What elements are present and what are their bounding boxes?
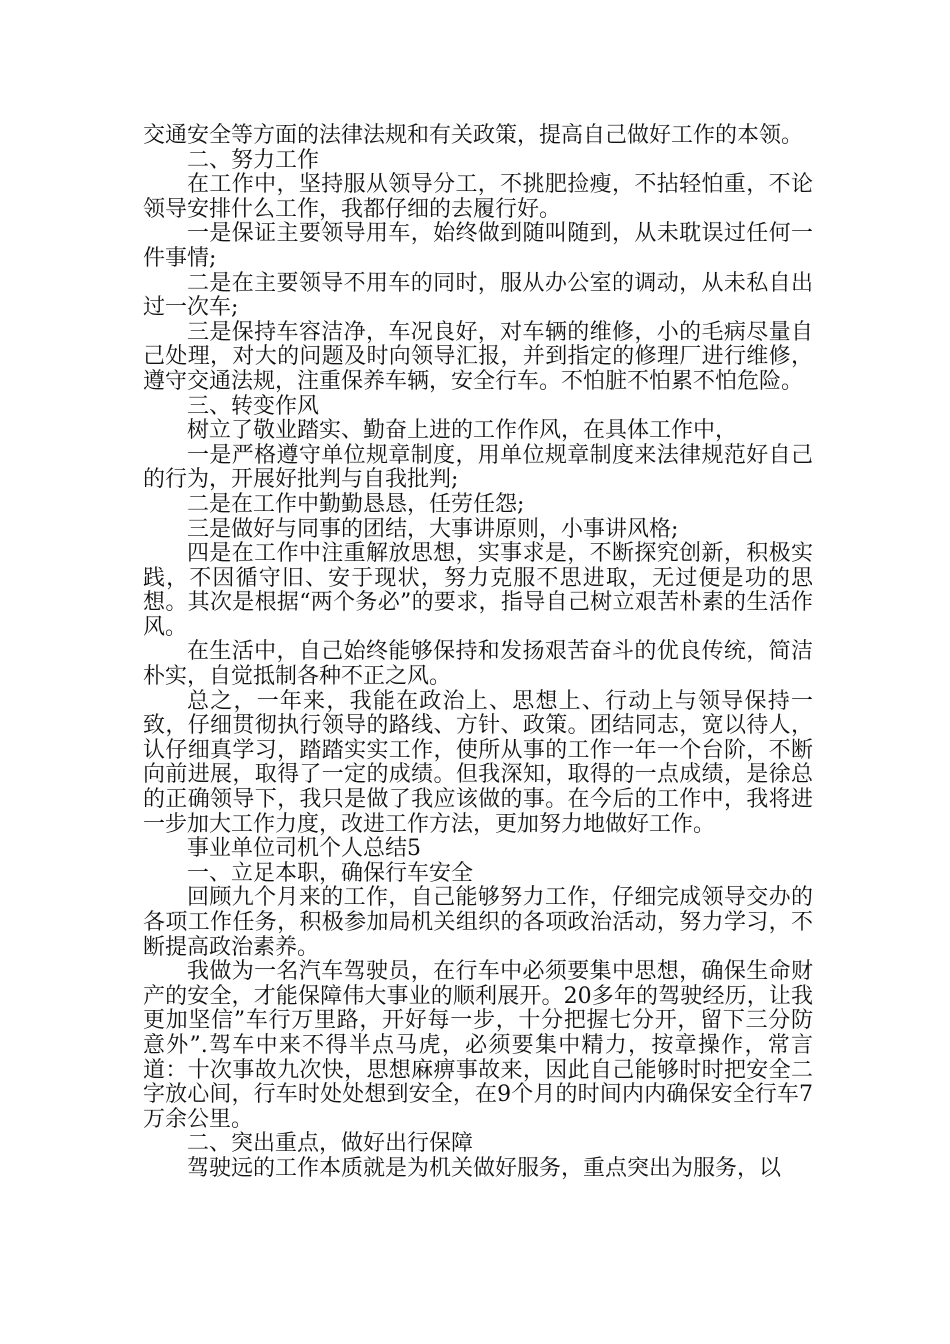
document-body bbox=[143, 124, 813, 1182]
paragraph: 三是保持车容洁净，车况良好，对车辆的维修，小的毛病尽量自己处理，对大的问题及时向领导汇报，并到指定的修理厂进行维修，遵守交通法规，注重保养车辆，安全行车。不怕脏不怕累不怕危险。 bbox=[143, 319, 813, 394]
paragraph: 二是在工作中勤勤恳恳，任劳任怨; bbox=[187, 491, 525, 517]
paragraph: 交通安全等方面的法律法规和有关政策，提高自己做好工作的本领。 bbox=[143, 123, 804, 148]
paragraph: 四是在工作中注重解放思想，实事求是，不断探究创新，积极实践，不因循守旧、安于现状，努力克服不思进取，无过便是功的思想。其次是根据“两个务必”的要求，指导自己树立艰苦朴素的生活作风。 bbox=[143, 541, 813, 640]
section-heading: 二、突出重点，做好出行保障 bbox=[187, 1131, 474, 1157]
paragraph: 驾驶远的工作本质就是为机关做好服务，重点突出为服务，以 bbox=[187, 1155, 782, 1181]
section-heading: 三、转变作风 bbox=[187, 393, 320, 419]
paragraph: 树立了敬业踏实、勤奋上进的工作作风，在具体工作中， bbox=[187, 418, 738, 444]
paragraph: 二是在主要领导不用车的同时，服从办公室的调动，从未私自出过一次车; bbox=[143, 270, 813, 321]
paragraph: 总之，一年来，我能在政治上、思想上、行动上与领导保持一致，仔细贯彻执行领导的路线、方针、政策。团结同志，宽以待人，认仔细真学习，踏踏实实工作，使所从事的工作一年一个台阶，不断向前进展，取得了一定的成绩。但我深知，取得的一点成绩，是徐总的正确领导下，我只是做了我应该做的事。在今后的工作中，我将进一步加大工作力度，改进工作方法，更加努力地做好工作。 bbox=[143, 688, 813, 837]
paragraph: 一是保证主要领导用车，始终做到随叫随到，从未耽误过任何一件事情; bbox=[143, 221, 813, 271]
paragraph: 一是严格遵守单位规章制度，用单位规章制度来法律规范好自己的行为，开展好批判与自我批判; bbox=[143, 442, 813, 493]
section-heading: 一、立足本职，确保行车安全 bbox=[187, 860, 474, 886]
paragraph: 在生活中，自己始终能够保持和发扬艰苦奋斗的优良传统，简洁朴实，自觉抵制各种不正之风。 bbox=[143, 639, 813, 690]
paragraph: 在工作中，坚持服从领导分工，不挑肥捡瘦，不拈轻怕重，不论领导安排什么工作，我都仔细的去履行好。 bbox=[143, 172, 813, 222]
paragraph: 回顾九个月来的工作，自己能够努力工作，仔细完成领导交办的各项工作任务，积极参加局机关组织的各项政治活动，努力学习，不断提高政治素养。 bbox=[143, 885, 813, 960]
section-heading: 二、努力工作 bbox=[187, 147, 320, 173]
paragraph: 我做为一名汽车驾驶员，在行车中必须要集中思想，确保生命财产的安全，才能保障伟大事业的顺利展开。20多年的驾驶经历，让我更加坚信”车行万里路，开好每一步，十分把握七分开，留下三分防意外”.驾车中来不得半点马虎，必须要集中精力，按章操作，常言道：十次事故九次快，思想麻痹事故来，因此自己能够时时把安全二字放心间，行车时处处想到安全，在9个月的时间内内确保安全行车7万余公里。 bbox=[143, 959, 813, 1132]
paragraph: 三是做好与同事的团结，大事讲原则，小事讲风格; bbox=[187, 516, 679, 542]
document-title: 事业单位司机个人总结5 bbox=[187, 836, 421, 862]
